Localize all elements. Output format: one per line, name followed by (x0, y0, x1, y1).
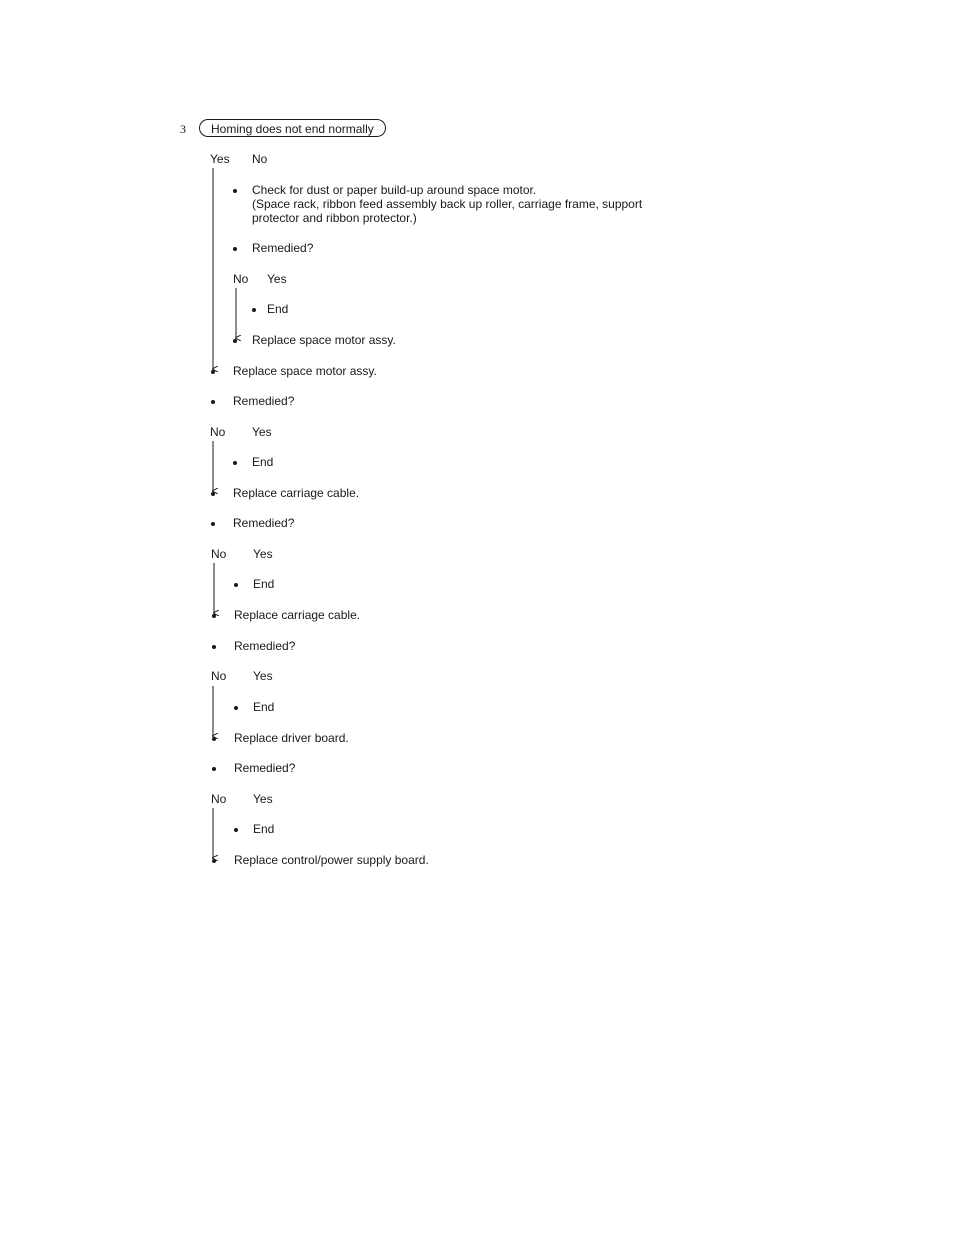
bullet (212, 737, 216, 741)
bullet (233, 339, 237, 343)
bullet (212, 767, 216, 771)
step-3-end: End (253, 700, 275, 714)
step-1-remedied: Remedied? (233, 394, 295, 408)
step-4-action: Replace driver board. (234, 731, 349, 745)
nested-remedied: Remedied? (252, 241, 314, 255)
check-text-line-2: (Space rack, ribbon feed assembly back up roller, carriage frame, support (252, 197, 643, 211)
bullet (212, 614, 216, 618)
step-3-remedied: Remedied? (234, 639, 296, 653)
bullet (234, 583, 238, 587)
step-number: 3 (180, 122, 186, 136)
branch-yes-label: Yes (210, 152, 230, 166)
step-4-no-label: No (211, 792, 227, 806)
bullet (211, 492, 215, 496)
bullet (233, 461, 237, 465)
nested-yes-label: Yes (267, 272, 287, 286)
nested-no-label: No (233, 272, 249, 286)
final-action: Replace control/power supply board. (234, 853, 429, 867)
step-2-yes-label: Yes (253, 547, 273, 561)
step-2-remedied: Remedied? (233, 516, 295, 530)
bullet (234, 828, 238, 832)
step-3-no-label: No (211, 669, 227, 683)
step-3-yes-label: Yes (253, 669, 273, 683)
step-4-end: End (253, 822, 275, 836)
step-4-remedied: Remedied? (234, 761, 296, 775)
step-2-action: Replace carriage cable. (233, 486, 360, 500)
check-text-line-1: Check for dust or paper build-up around space motor. (252, 183, 537, 197)
step-1-action: Replace space motor assy. (233, 364, 377, 378)
step-3-action: Replace carriage cable. (234, 608, 361, 622)
step-1-no-label: No (210, 425, 226, 439)
step-title: Homing does not end normally (199, 119, 386, 137)
step-1-yes-label: Yes (252, 425, 272, 439)
bullet (212, 645, 216, 649)
bullet (234, 706, 238, 710)
step-2-no-label: No (211, 547, 227, 561)
bullet (233, 247, 237, 251)
check-text-line-3: protector and ribbon protector.) (252, 211, 417, 225)
bullet (211, 400, 215, 404)
bullet (211, 522, 215, 526)
branch-no-label: No (252, 152, 268, 166)
bullet (211, 370, 215, 374)
bullet (233, 189, 237, 193)
bullet (252, 308, 256, 312)
nested-end: End (267, 302, 289, 316)
nested-action: Replace space motor assy. (252, 333, 396, 347)
step-4-yes-label: Yes (253, 792, 273, 806)
bullet (212, 859, 216, 863)
step-1-end: End (252, 455, 274, 469)
step-2-end: End (253, 577, 275, 591)
